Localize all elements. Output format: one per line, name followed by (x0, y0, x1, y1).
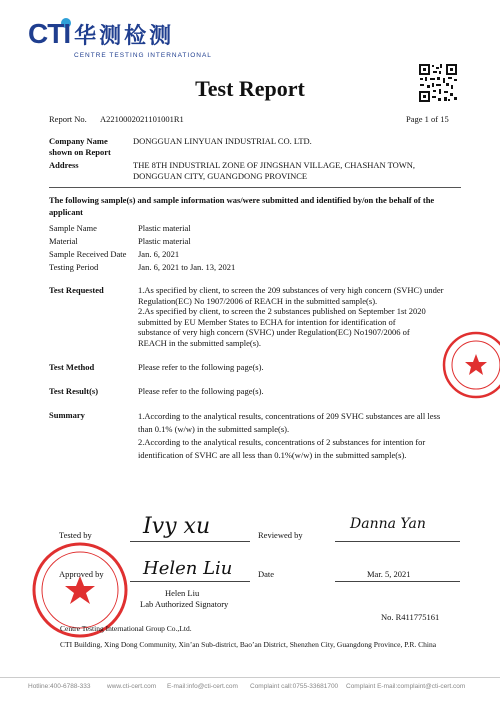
test-requested-text (138, 285, 443, 348)
test-requested-line: 2.As specified by client, to screen the 2 substances published on September 1st 2020 (138, 306, 426, 316)
tested-by-signature: Ivy xu (143, 514, 211, 539)
divider (49, 187, 461, 188)
address-line2: DONGGUAN CITY, GUANGDONG PROVINCE (133, 171, 308, 181)
footer-website[interactable]: www.cti-cert.com (107, 683, 157, 690)
address-label: Address (49, 160, 79, 170)
report-no: A2210002021101001R1 (100, 114, 184, 124)
test-requested-line: Regulation(EC) No 1907/2006 of REACH in the submitted sample(s). (138, 295, 378, 306)
tested-by-label: Tested by (59, 530, 92, 540)
footer-divider (0, 677, 500, 678)
reviewed-by-signature: Danna Yan (350, 516, 426, 532)
company-label: Company Name shown on Report (49, 136, 111, 157)
footer-complaint-call: Complaint call:0755-33681700 (250, 683, 339, 690)
report-title: Test Report (195, 76, 305, 101)
testing-period-label: Testing Period (49, 262, 99, 272)
material-value: Plastic material (138, 236, 191, 246)
summary-text (138, 410, 440, 462)
date-label: Date (258, 569, 275, 579)
summary-line: 1.According to the analytical results, concentrations of 209 SVHC substances are all less (138, 411, 441, 421)
sample-name-label: Sample Name (49, 223, 97, 233)
certificate-number: No. R411775161 (381, 612, 440, 622)
signatory-name: Helen Liu (165, 588, 200, 598)
samples-intro: The following sample(s) and sample information was/were submitted and identified by/on the behalf of the applicant (49, 195, 435, 217)
approved-by-signature: Helen Liu (143, 558, 233, 579)
address-footer: CTI Building, Xing Dong Community, Xin’an Sub-district, Bao’an District, Shenzhen City, Guangdong Province, P.R. China (60, 640, 437, 649)
test-requested-line: 1.As specified by client, to screen the 209 substances of very high concern (SVHC) under (138, 285, 444, 295)
reviewed-by-line (335, 541, 460, 542)
logo-subtitle: CENTRE TESTING INTERNATIONAL (74, 52, 212, 59)
date-value: Mar. 5, 2021 (367, 569, 411, 579)
summary-line: than 0.1% (w/w) in the submitted sample(s). (138, 424, 290, 434)
test-method-value: Please refer to the following page(s). (138, 362, 264, 372)
test-requested-line: REACH in the submitted sample(s). (138, 337, 262, 348)
approved-by-label: Approved by (59, 569, 104, 579)
company-footer: Centre Testing International Group Co.,Ltd. (60, 624, 192, 633)
footer-hotline: Hotline:400-6788-333 (28, 683, 91, 690)
page-number: Page 1 of 15 (406, 114, 449, 124)
inspection-stamp-icon (441, 330, 500, 400)
test-result-label: Test Result(s) (49, 386, 99, 396)
test-requested-line: substance of very high concern (SVHC) under Regulation(EC) No1907/2006 of (138, 327, 410, 337)
footer-complaint-email[interactable]: Complaint E-mail:complaint@cti-cert.com (346, 683, 466, 690)
material-label: Material (49, 236, 78, 246)
received-date-value: Jan. 6, 2021 (138, 249, 180, 259)
logo-cn: 华测检测 (74, 24, 175, 49)
date-line (335, 581, 460, 582)
sample-name-value: Plastic material (138, 223, 191, 233)
summary-line: 2.According to the analytical results, concentrations of 2 substances for intention for (138, 437, 426, 447)
test-result-value: Please refer to the following page(s). (138, 386, 264, 396)
address-line1: THE 8TH INDUSTRIAL ZONE OF JINGSHAN VILLAGE, CHASHAN TOWN, (133, 160, 416, 170)
received-date-label: Sample Received Date (49, 249, 127, 259)
report-no-label: Report No. (49, 114, 87, 124)
test-method-label: Test Method (49, 362, 95, 372)
summary-line: identification of SVHC are all less than 0.1%(w/w) in the submitted sample(s). (138, 450, 407, 460)
approved-by-line (130, 581, 250, 582)
summary-label: Summary (49, 410, 85, 420)
footer-email[interactable]: E-mail:info@cti-cert.com (167, 683, 238, 690)
logo-brand: CTI (28, 18, 71, 49)
signatory-title: Lab Authorized Signatory (140, 599, 229, 609)
reviewed-by-label: Reviewed by (258, 530, 303, 540)
testing-period-value: Jan. 6, 2021 to Jan. 13, 2021 (138, 262, 236, 272)
company-value: DONGGUAN LINYUAN INDUSTRIAL CO. LTD. (133, 136, 312, 146)
tested-by-line (130, 541, 250, 542)
test-requested-label: Test Requested (49, 285, 104, 295)
test-requested-line: submitted by EU Member States to ECHA for intention for identification of (138, 316, 396, 327)
logo-text (28, 18, 174, 50)
